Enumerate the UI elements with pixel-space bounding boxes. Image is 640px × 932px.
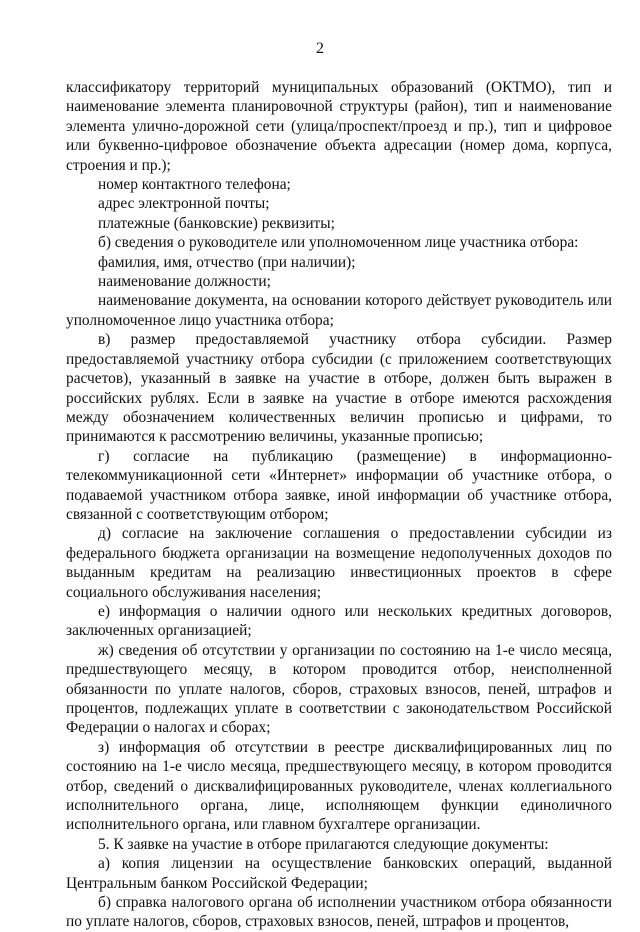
paragraph-authority-document: наименование документа, на основании которого действует руководитель или уполномоченное лицо участника отбора; <box>66 292 612 329</box>
paragraph-item-a: а) копия лицензии на осуществление банковских операций, выданной Центральным банком Российской Федерации; <box>66 855 612 892</box>
paragraph-item-b-certificate: б) справка налогового органа об исполнении участником отбора обязанности по уплате налогов, сборов, страховых взносов, пеней, штрафов и процентов, <box>66 894 612 931</box>
paragraph-item-b: б) сведения о руководителе или уполномоченном лице участника отбора: <box>98 234 579 252</box>
paragraph-item-e: е) информация о наличии одного или нескольких кредитных договоров, заключенных организацией; <box>66 602 612 640</box>
document-body <box>66 78 612 932</box>
paragraph-phone: номер контактного телефона; <box>98 176 291 194</box>
paragraph-section-5: 5. К заявке на участие в отборе прилагаются следующие документы: <box>98 835 549 853</box>
paragraph-full-name: фамилия, имя, отчество (при наличии); <box>98 253 356 271</box>
paragraph-position: наименование должности; <box>98 273 271 291</box>
paragraph-item-g: г) согласие на публикацию (размещение) в информационно-телекоммуникационной сети «Интернет» информации об участнике отбора, о подаваемой участником отбора заявке, иной информации об участнике отбора, связанной с соответствующим отбором; <box>66 447 612 523</box>
paragraph-item-v: в) размер предоставляемой участнику отбора субсидии. Размер предоставляемой участнику отбора субсидии (с приложением соответствующих расчетов), указанный в заявке на участие в отборе, должен быть выражен в российских рублях. Если в заявке на участие в отборе имеются расхождения между обозначением количественных величин прописью и цифрами, то принимаются к рассмотрению величины, указанные прописью; <box>66 331 612 446</box>
paragraph-item-z: з) информация об отсутствии в реестре дисквалифицированных лиц по состоянию на 1-е число месяца, предшествующего месяцу, в котором проводится отбор, сведений о дисквалифицированных руководителе, членах коллегиального исполнительного органа, лице, исполняющем функции единоличного исполнительного органа, или главном бухгалтере организации. <box>66 738 612 834</box>
paragraph-item-zh: ж) сведения об отсутствии у организации по состоянию на 1-е число месяца, предшествующего месяцу, в котором проводится отбор, неисполненной обязанности по уплате налогов, сборов, страховых взносов, пеней, штрафов и процентов, подлежащих уплате в соответствии с законодательством Российской Федерации о налогах и сборах; <box>66 641 612 737</box>
paragraph-email: адрес электронной почты; <box>98 195 270 213</box>
paragraph-item-d: д) согласие на заключение соглашения о предоставлении субсидии из федерального бюджета организации на возмещение недополученных доходов по выданным кредитам на реализацию инвестиционных проектов в сфере социального обслуживания населения; <box>66 525 612 601</box>
paragraph-address-continuation: классификатору территорий муниципальных образований (ОКТМО), тип и наименование элемента планировочной структуры (район), тип и наименование элемента улично-дорожной сети (улица/проспект/проезд и пр.), тип и цифровое или буквенно-цифровое обозначение объекта адресации (номер дома, корпуса, строения и пр.); <box>66 79 612 174</box>
paragraph-bank-details: платежные (банковские) реквизиты; <box>98 214 335 232</box>
page-number: 2 <box>316 40 324 57</box>
